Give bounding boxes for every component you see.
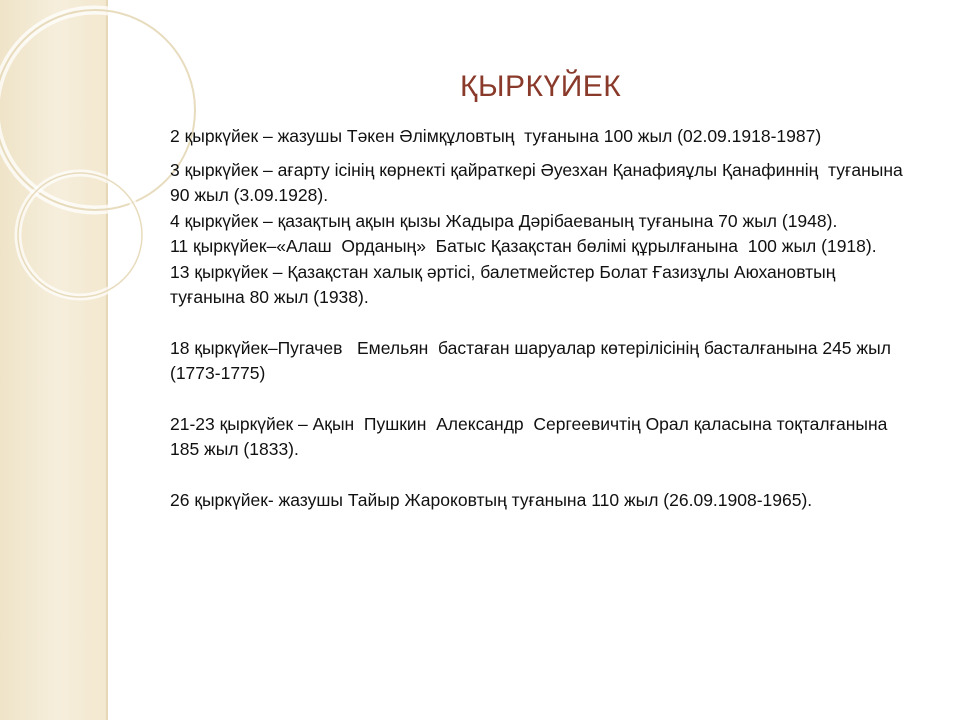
event-paragraph: 4 қыркүйек – қазақтың ақын қызы Жадыра Дәрібаеваның туғанына 70 жыл (1948).: [170, 210, 838, 231]
event-paragraph: 2 қыркүйек – жазушы Тәкен Әлімқұловтың туғанына 100 жыл (02.09.1918-1987): [170, 126, 822, 146]
event-paragraph: 21-23 қыркүйек – Ақын Пушкин Александр Сергеевичтің Орал қаласына тоқталғанына 185 жыл (1833).: [170, 413, 893, 459]
event-paragraph: 11 қыркүйек–«Алаш Орданың» Батыс Қазақстан бөлімі құрылғанына 100 жыл (1918).: [170, 236, 877, 256]
event-paragraph: 13 қыркүйек – Қазақстан халық әртісі, балетмейстер Болат Ғазизұлы Аюхановтың туғанына 80 жыл (1938).: [170, 261, 841, 307]
slide-content: [170, 124, 910, 513]
event-paragraph: 18 қыркүйек–Пугачев Емельян бастаған шаруалар көтерілісінің басталғанына 245 жыл (1773-1775): [170, 337, 896, 383]
event-paragraph: 3 қыркүйек – ағарту ісінің көрнекті қайраткері Әуезхан Қанафияұлы Қанафиннің туғанына 90 жыл (3.09.1928).: [170, 159, 908, 205]
event-paragraph: 26 қыркүйек- жазушы Тайыр Жароковтың туғанына 110 жыл (26.09.1908-1965).: [170, 489, 813, 510]
slide-title: ҚЫРКҮЙЕК: [460, 70, 622, 103]
